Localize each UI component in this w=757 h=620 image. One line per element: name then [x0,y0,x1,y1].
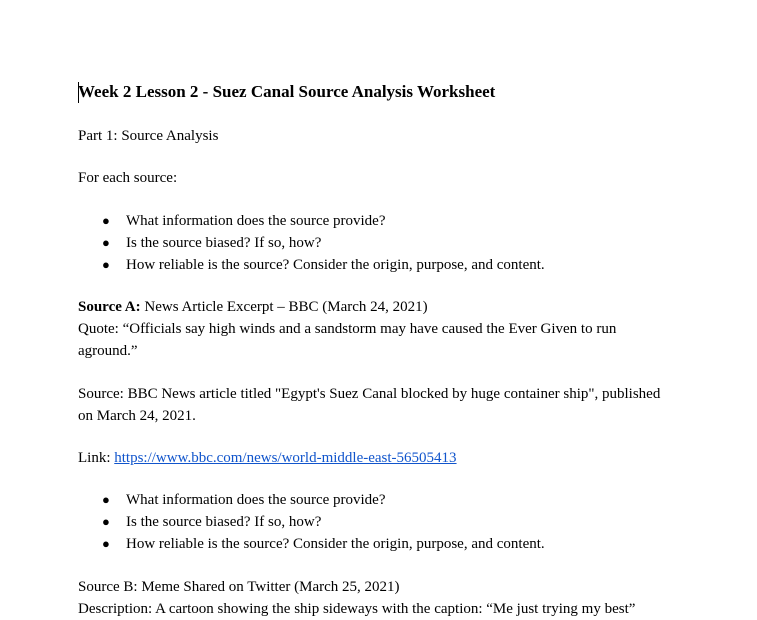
bullet-icon: ● [102,536,110,551]
bbc-article-link[interactable]: https://www.bbc.com/news/world-middle-east-56505413 [114,450,457,466]
source-a-heading[interactable] [78,296,428,318]
part1-heading[interactable]: Part 1: Source Analysis [78,128,219,144]
bullet-icon: ● [102,257,110,272]
list-item[interactable] [78,533,545,555]
question-text: How reliable is the source? Consider the origin, purpose, and content. [126,257,545,273]
question-list-source-a [78,489,545,555]
bullet-icon: ● [102,492,110,507]
bullet-icon: ● [102,213,110,228]
link-prefix: Link: [78,450,115,466]
source-b-heading[interactable]: Source B: Meme Shared on Twitter (March 25, 2021) [78,579,400,595]
for-each-source-text[interactable]: For each source: [78,170,178,186]
source-a-heading-rest: News Article Excerpt – BBC (March 24, 2021) [140,299,428,315]
question-list-general [78,210,545,276]
question-text: How reliable is the source? Consider the origin, purpose, and content. [126,536,545,552]
list-item[interactable] [78,489,545,511]
question-text: Is the source biased? If so, how? [126,514,322,530]
list-item[interactable] [78,232,545,254]
question-text: Is the source biased? If so, how? [126,235,322,251]
list-item[interactable] [78,210,545,232]
question-text: What information does the source provide? [126,213,386,229]
question-text: What information does the source provide? [126,492,386,508]
source-a-citation[interactable]: Source: BBC News article titled "Egypt's Suez Canal blocked by huge container ship", published on March 24, 2021. [78,386,661,424]
source-a-link-line [78,447,457,469]
bullet-icon: ● [102,514,110,529]
document-title[interactable]: Week 2 Lesson 2 - Suez Canal Source Analysis Worksheet [78,82,496,101]
source-a-label: Source A: [78,299,141,315]
list-item[interactable] [78,511,545,533]
source-a-quote[interactable]: Quote: “Officials say high winds and a sandstorm may have caused the Ever Given to run aground.” [78,321,617,359]
bullet-icon: ● [102,235,110,250]
list-item[interactable] [78,254,545,276]
source-b-description[interactable]: Description: A cartoon showing the ship sideways with the caption: “Me just trying my best” [78,601,636,617]
